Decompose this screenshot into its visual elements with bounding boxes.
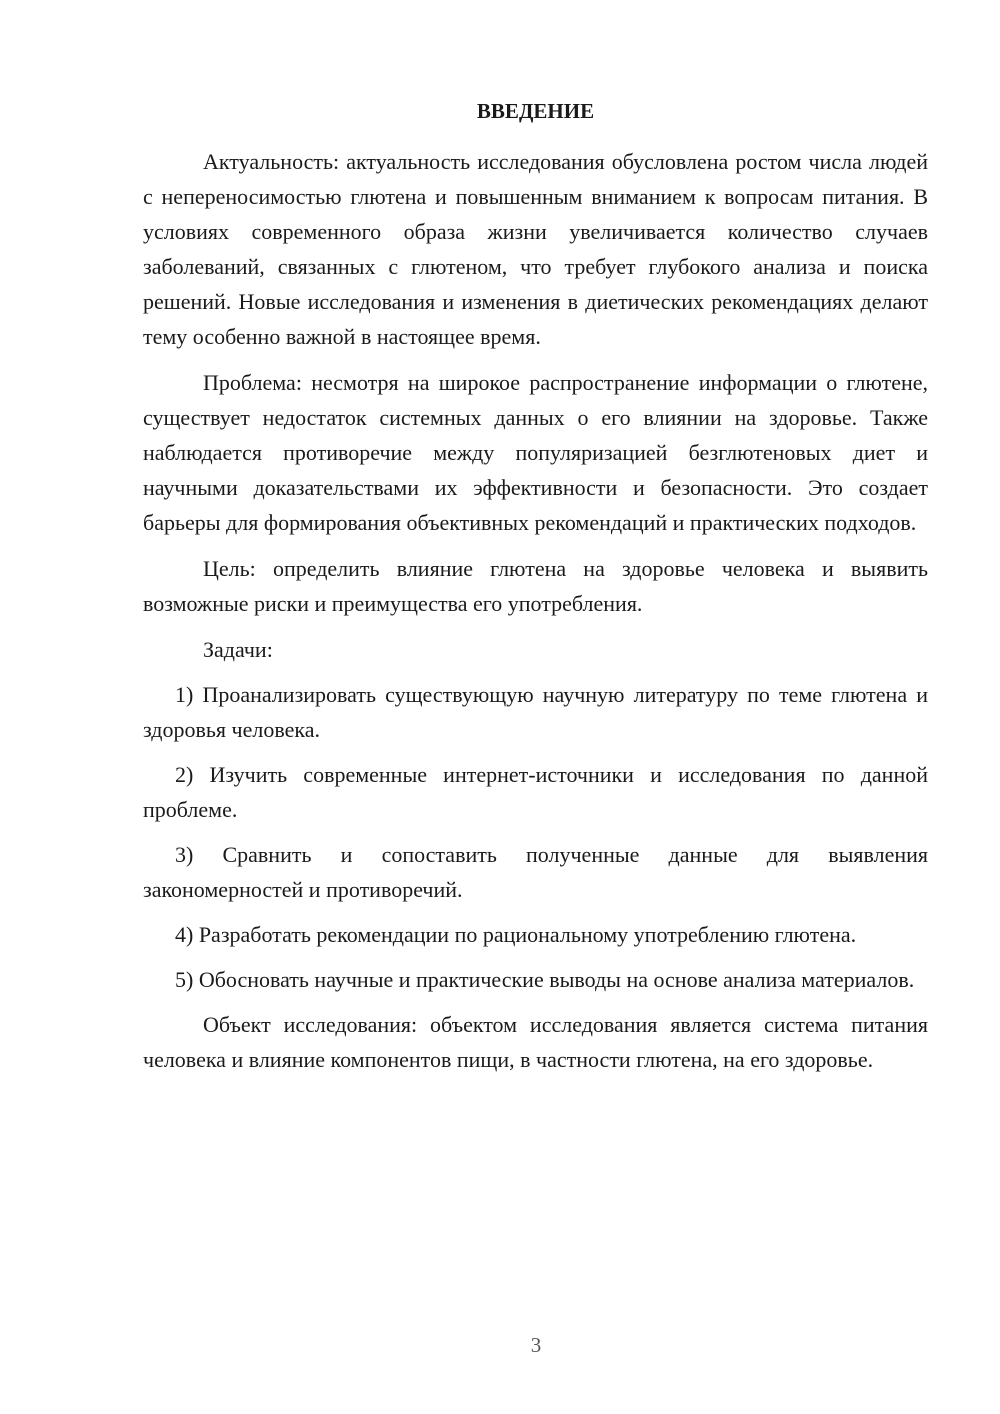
page-content — [143, 92, 928, 1088]
relevance-paragraph: Актуальность: актуальность исследования обусловлена ростом числа людей с непереносимостью глютена и повышенным вниманием к вопросам питания. В условиях современного образа жизни увеличивается количество случаев заболеваний, связанных с глютеном, что требует глубокого анализа и поиска решений. Новые исследования и изменения в диетических рекомендациях делают тему особенно важной в настоящее время. — [143, 149, 928, 349]
task-item: 3) Сравнить и сопоставить полученные данные для выявления закономерностей и противоречий. — [143, 842, 928, 902]
section-heading: ВВЕДЕНИЕ — [476, 99, 595, 123]
task-item: 4) Разработать рекомендации по рациональному употреблению глютена. — [175, 922, 857, 947]
problem-paragraph: Проблема: несмотря на широкое распространение информации о глютене, существует недостаток системных данных о его влиянии на здоровье. Также наблюдается противоречие между популяризацией безглютеновых диет и научными доказательствами их эффективности и безопасности. Это создает барьеры для формирования объективных рекомендаций и практических подходов. — [143, 370, 928, 535]
task-item: 5) Обосновать научные и практические выводы на основе анализа материалов. — [175, 967, 915, 992]
tasks-label: Задачи: — [203, 637, 273, 662]
task-item: 2) Изучить современные интернет-источники и исследования по данной проблеме. — [143, 762, 928, 822]
goal-paragraph: Цель: определить влияние глютена на здоровье человека и выявить возможные риски и преимущества его употребления. — [143, 556, 928, 616]
page-number: 3 — [530, 1333, 542, 1357]
task-item: 1) Проанализировать существующую научную литературу по теме глютена и здоровья человека. — [143, 682, 928, 742]
object-paragraph: Объект исследования: объектом исследования является система питания человека и влияние компонентов пищи, в частности глютена, на его здоровье. — [143, 1012, 928, 1072]
